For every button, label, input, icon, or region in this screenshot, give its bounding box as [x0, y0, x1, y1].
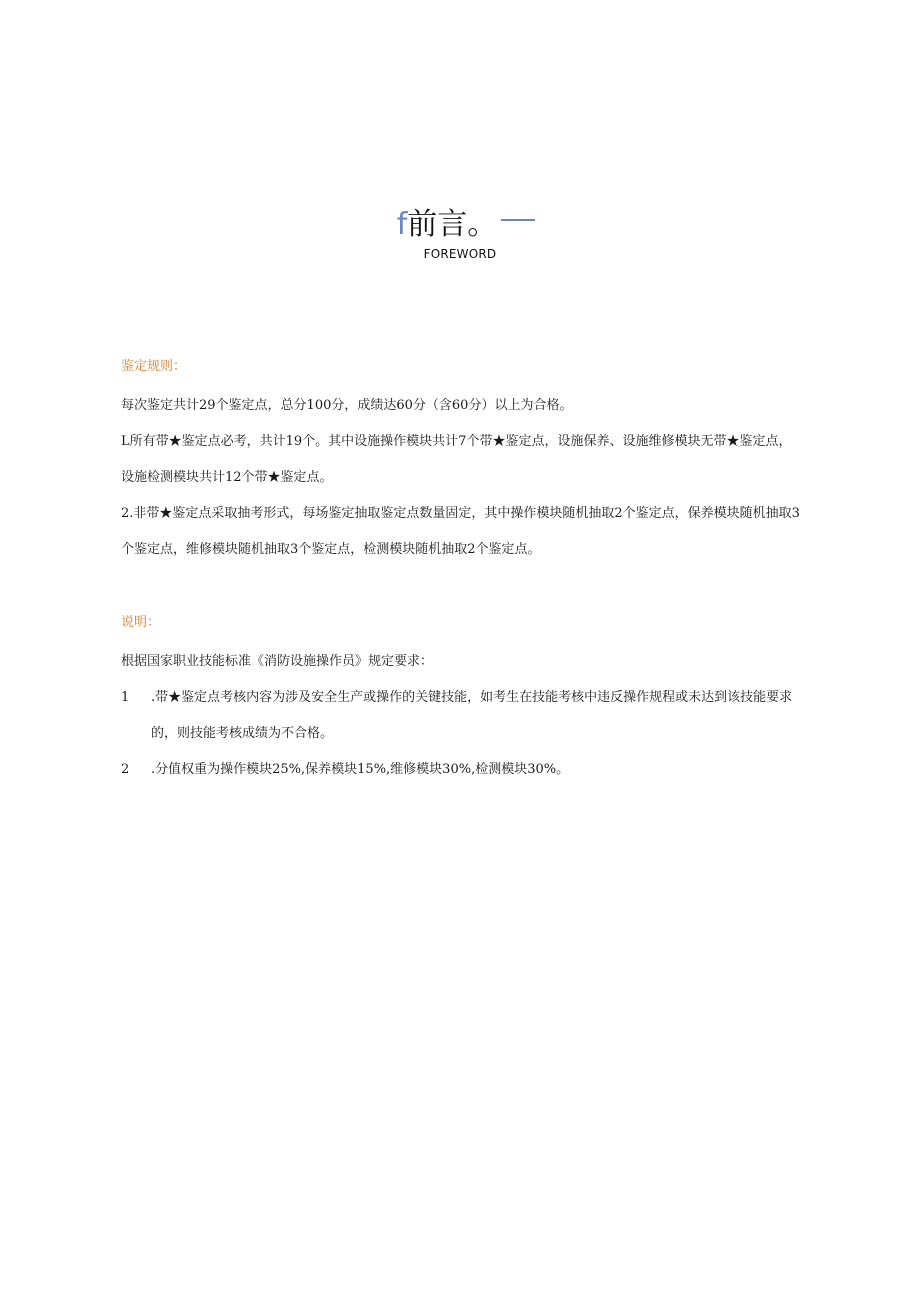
notes-item-number: 1: [121, 690, 130, 705]
notes-item-text: .带★鉴定点考核内容为涉及安全生产或操作的关键技能，如考生在技能考核中违反操作规程或未达到该技能要求的，则技能考核成绩为不合格。: [151, 690, 793, 741]
rules-paragraph: L所有带★鉴定点必考，共计19个。其中设施操作模块共计7个带★鉴定点，设施保养、设施维修模块无带★鉴定点，设施检测模块共计12个带★鉴定点。: [121, 434, 792, 485]
rules-heading: 鉴定规则：: [121, 359, 187, 374]
rules-paragraph: 每次鉴定共计29个鉴定点，总分100分，成绩达60分（含60分）以上为合格。: [121, 398, 573, 413]
page-title-block: [0, 205, 920, 245]
page-title: [397, 205, 536, 245]
notes-heading: 说明：: [121, 615, 161, 630]
page-subtitle: FOREWORD: [423, 247, 497, 261]
title-dash-decoration: [501, 219, 535, 221]
notes-intro: 根据国家职业技能标准《消防设施操作员》规定要求：: [121, 654, 434, 669]
notes-item-number: 2: [121, 762, 130, 777]
title-text: 前言。: [407, 207, 498, 242]
notes-item-text: .分值权重为操作模块25%,保养模块15%,维修模块30%,检测模块30%。: [151, 762, 570, 777]
title-prefix: f: [396, 207, 408, 242]
rules-paragraph: 2.非带★鉴定点采取抽考形式，每场鉴定抽取鉴定点数量固定，其中操作模块随机抽取2个鉴定点，保养模块随机抽取3个鉴定点，维修模块随机抽取3个鉴定点，检测模块随机抽取2个鉴定点。: [121, 506, 800, 557]
rules-section: [121, 358, 801, 568]
notes-section: [121, 614, 801, 788]
notes-item: [121, 680, 801, 752]
notes-item: [121, 752, 801, 788]
